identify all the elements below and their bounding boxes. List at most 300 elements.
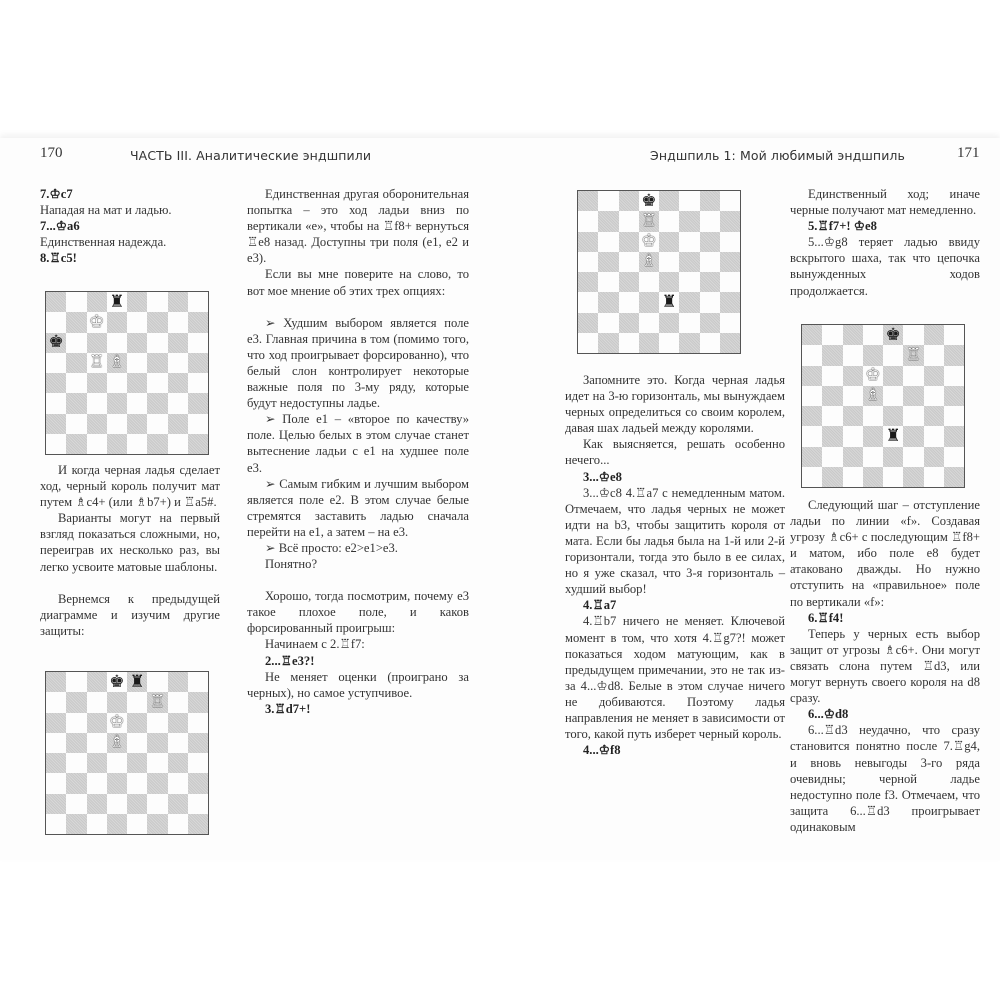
board-square-f5	[147, 353, 167, 373]
board-square-g7	[700, 211, 720, 231]
paragraph: И когда черная ладья сделает ход, черный король получит мат путем ♗c4+ (или ♗b7+) и ♖a5#.	[40, 463, 220, 510]
board-square-d5	[107, 353, 127, 373]
paragraph: Теперь у черных есть выбор защит от угрозы ♗c6+. Они могут связать слона путем ♖d3, или могут вернуть своего короля на d8 сразу.	[790, 626, 980, 706]
chess-move: 4.♖a7	[583, 598, 617, 613]
black-king-icon: ♚	[109, 671, 125, 692]
white-king-icon: ♔	[89, 311, 105, 332]
board-square-e6	[127, 713, 147, 733]
board-square-a6	[46, 713, 66, 733]
white-king-icon: ♔	[641, 231, 657, 252]
board-square-b6	[66, 713, 86, 733]
board-square-f5	[147, 733, 167, 753]
board-square-b2	[66, 794, 86, 814]
board-square-g3	[168, 773, 188, 793]
board-square-a3	[46, 393, 66, 413]
board-square-c4	[87, 373, 107, 393]
board-square-f2	[147, 414, 167, 434]
white-rook-icon: ♖	[89, 352, 105, 373]
paragraph: Единственный ход; иначе черные получают мат немедленно.	[790, 187, 980, 218]
board-square-h7	[188, 312, 208, 332]
board-square-e4	[659, 272, 679, 292]
board-square-c1	[87, 434, 107, 454]
board-square-c6	[87, 333, 107, 353]
board-square-f8	[679, 191, 699, 211]
black-rook-icon: ♜	[109, 291, 125, 312]
board-square-e6	[883, 366, 903, 386]
board-square-d8	[639, 191, 659, 211]
board-square-f3	[147, 393, 167, 413]
board-square-a1	[802, 467, 822, 487]
board-square-c6	[619, 232, 639, 252]
white-bishop-icon: ♗	[109, 732, 125, 753]
board-square-b5	[66, 353, 86, 373]
chess-move: 3.♖d7+!	[265, 701, 311, 716]
chess-move: 6...♔d8	[808, 707, 849, 722]
board-square-e3	[127, 773, 147, 793]
white-bishop-icon: ♗	[865, 385, 881, 406]
board-square-d7	[863, 345, 883, 365]
board-square-d2	[863, 447, 883, 467]
board-square-d2	[639, 313, 659, 333]
board-square-c1	[843, 467, 863, 487]
board-square-e7	[127, 312, 147, 332]
board-square-d5	[107, 733, 127, 753]
board-square-h2	[720, 313, 740, 333]
board-square-a8	[802, 325, 822, 345]
board-square-g5	[168, 733, 188, 753]
board-square-f8	[147, 672, 167, 692]
board-square-g6	[924, 366, 944, 386]
board-square-f8	[903, 325, 923, 345]
board-square-c6	[87, 713, 107, 733]
board-square-a8	[578, 191, 598, 211]
board-square-a1	[46, 814, 66, 834]
white-rook-icon: ♖	[149, 691, 165, 712]
board-square-a2	[46, 794, 66, 814]
paragraph: Следующий шаг – отступление ладьи по линии «f». Создавая угрозу ♗c6+ с последующим ♖f8+ и матом, ибо поле e8 будет атаковано дважды. Но нужно отступить на «правильное» поле по вертикали «f»:	[790, 498, 980, 609]
board-square-a8	[46, 672, 66, 692]
paragraph-spacer	[247, 299, 469, 315]
board-square-f3	[147, 773, 167, 793]
board-square-f3	[903, 426, 923, 446]
board-square-c2	[843, 447, 863, 467]
board-square-h7	[720, 211, 740, 231]
board-square-e3	[883, 426, 903, 446]
board-square-h8	[944, 325, 964, 345]
board-square-g3	[700, 292, 720, 312]
chess-diagram-4	[801, 324, 965, 488]
board-square-d2	[107, 794, 127, 814]
board-square-a3	[578, 292, 598, 312]
board-square-h2	[944, 447, 964, 467]
board-square-a2	[578, 313, 598, 333]
board-square-a4	[46, 373, 66, 393]
board-square-e4	[883, 406, 903, 426]
board-square-b1	[66, 434, 86, 454]
board-square-h4	[720, 272, 740, 292]
board-square-b3	[822, 426, 842, 446]
board-square-h3	[720, 292, 740, 312]
board-square-g5	[924, 386, 944, 406]
board-square-f1	[147, 814, 167, 834]
board-square-a7	[46, 692, 66, 712]
board-square-h5	[944, 386, 964, 406]
board-square-e8	[883, 325, 903, 345]
paragraph: Вернемся к предыдущей диаграмме и изучим другие защиты:	[40, 591, 220, 638]
black-rook-icon: ♜	[885, 425, 901, 446]
paragraph: Хорошо, тогда посмотрим, почему e3 такое плохое поле, и каков форсированный проигрыш:	[247, 589, 469, 636]
board-square-h1	[188, 434, 208, 454]
board-square-d6	[639, 232, 659, 252]
board-square-h5	[720, 252, 740, 272]
board-square-f7	[903, 345, 923, 365]
board-square-d5	[863, 386, 883, 406]
board-square-h4	[188, 373, 208, 393]
board-square-g2	[924, 447, 944, 467]
board-square-d4	[107, 373, 127, 393]
board-square-d1	[639, 333, 659, 353]
board-square-d7	[107, 692, 127, 712]
board-square-c5	[843, 386, 863, 406]
page-number-right: 171	[957, 145, 980, 161]
chess-move: 5.♖f7+! ♔e8	[808, 219, 877, 234]
board-square-d4	[863, 406, 883, 426]
board-square-c8	[843, 325, 863, 345]
running-head-left: ЧАСТЬ III. Аналитические эндшпили	[130, 148, 372, 163]
board-square-e5	[127, 353, 147, 373]
board-square-c7	[619, 211, 639, 231]
board-square-b3	[66, 773, 86, 793]
paragraph-spacer	[40, 575, 220, 591]
board-square-a5	[802, 386, 822, 406]
white-bishop-icon: ♗	[641, 251, 657, 272]
black-king-icon: ♚	[48, 332, 64, 353]
board-square-b6	[822, 366, 842, 386]
board-square-f2	[679, 313, 699, 333]
board-square-g4	[700, 272, 720, 292]
board-square-c4	[87, 753, 107, 773]
board-square-a1	[46, 434, 66, 454]
board-square-d6	[863, 366, 883, 386]
right-page-column-2-top	[790, 186, 980, 299]
board-square-e1	[127, 434, 147, 454]
board-square-g5	[700, 252, 720, 272]
board-square-c2	[87, 794, 107, 814]
chess-move: 2...♖e3?!	[265, 653, 315, 668]
board-square-f3	[679, 292, 699, 312]
board-square-e2	[883, 447, 903, 467]
board-square-e5	[127, 733, 147, 753]
board-square-g6	[700, 232, 720, 252]
paragraph: 4.♖b7 ничего не меняет. Ключевой момент в том, что хотя 4.♖g7?! может показаться ходом матующим, как в предыдущем примечании, это не так из-за 4...♔d8. Белые в этом случае ничего не добиваются. Поэтому ладья направления не меняет в зависимости от того, какой путь изберет черный король.	[565, 614, 785, 742]
board-square-d3	[639, 292, 659, 312]
board-square-c3	[843, 426, 863, 446]
board-square-b5	[66, 733, 86, 753]
white-king-icon: ♔	[865, 365, 881, 386]
board-square-b2	[822, 447, 842, 467]
board-square-h7	[188, 692, 208, 712]
board-square-g6	[168, 333, 188, 353]
board-square-d3	[107, 393, 127, 413]
board-square-g8	[168, 292, 188, 312]
board-square-c6	[843, 366, 863, 386]
board-square-f5	[903, 386, 923, 406]
right-page-column-2-bottom	[790, 497, 980, 835]
board-square-d3	[107, 773, 127, 793]
board-square-b4	[66, 753, 86, 773]
board-square-a7	[802, 345, 822, 365]
chess-move: 8.♖c5!	[40, 251, 77, 266]
paragraph: Не меняет оценки (проиграно за черных), но самое уступчивое.	[247, 669, 469, 700]
board-square-f6	[903, 366, 923, 386]
board-square-c8	[87, 292, 107, 312]
paragraph: Если вы мне поверите на слово, то вот мое мнение об этих трех опциях:	[247, 267, 469, 298]
bullet-item: ➢ Всё просто: e2>e1>e3.	[265, 540, 398, 555]
board-square-a4	[802, 406, 822, 426]
board-square-a5	[578, 252, 598, 272]
bullet-item: ➢ Худшим выбором является поле e3. Главная причина в том (помимо того, что ход проигрывает форсированно), что белый слон контролирует некоторые важные поля по 3-му ряду, которые будут недоступны ладье.	[247, 315, 469, 411]
board-square-f4	[903, 406, 923, 426]
board-square-g4	[168, 373, 188, 393]
board-square-c2	[87, 414, 107, 434]
board-square-b2	[66, 414, 86, 434]
board-square-a4	[578, 272, 598, 292]
board-square-g1	[168, 814, 188, 834]
black-rook-icon: ♜	[661, 291, 677, 312]
board-square-d5	[639, 252, 659, 272]
board-square-e1	[659, 333, 679, 353]
board-square-d1	[863, 467, 883, 487]
board-square-h8	[188, 292, 208, 312]
board-square-a6	[46, 333, 66, 353]
paragraph: 5...♔g8 теряет ладью ввиду вскрытого шаха, так что цепочка вынужденных ходов продолжается.	[790, 235, 980, 298]
board-square-a2	[46, 414, 66, 434]
board-square-c8	[87, 672, 107, 692]
paragraph: Единственная другая оборонительная попытка – это ход ладьи вниз по вертикали «e», чтобы на ♖f8+ вернуться ♖e8 назад. Доступны три поля (e1, e2 и e3).	[247, 187, 469, 266]
board-square-h6	[944, 366, 964, 386]
board-square-b7	[598, 211, 618, 231]
board-square-f7	[147, 692, 167, 712]
paragraph: 3...♔c8 4.♖a7 с немедленным матом. Отмечаем, что ладья черных не может идти на b3, чтобы защитить короля от мата. Если бы ладья была на 1-й или 2-й горизонтали, тогда это было в ее силах, но я уже сказал, что 3-я горизонталь – худший выбор!	[565, 485, 785, 597]
board-square-b6	[598, 232, 618, 252]
board-square-e5	[659, 252, 679, 272]
board-square-e7	[883, 345, 903, 365]
paragraph: Понятно?	[265, 557, 318, 572]
board-square-d3	[863, 426, 883, 446]
chess-diagram-3	[577, 190, 741, 354]
board-square-a3	[46, 773, 66, 793]
board-square-e6	[659, 232, 679, 252]
board-square-c3	[87, 393, 107, 413]
paragraph: Начинаем с 2.♖f7:	[265, 637, 365, 652]
board-square-c7	[87, 692, 107, 712]
board-square-h1	[944, 467, 964, 487]
board-square-h2	[188, 794, 208, 814]
board-square-h3	[944, 426, 964, 446]
chess-move: 6.♖f4!	[808, 610, 844, 625]
board-square-b3	[598, 292, 618, 312]
board-square-e6	[127, 333, 147, 353]
board-square-e8	[127, 292, 147, 312]
board-square-a3	[802, 426, 822, 446]
board-square-d7	[639, 211, 659, 231]
paragraph: 6...♖d3 неудачно, что сразу становится понятно после 7.♖g4, и вновь невыгоды 3-го ряда очевидны; черной ладье недоступно поле f3. Отмечаем, что защита 6...♖d3 проигрывает одинаковым	[790, 723, 980, 834]
right-page-column-1	[565, 372, 785, 758]
board-square-f6	[147, 713, 167, 733]
board-square-c1	[619, 333, 639, 353]
white-king-icon: ♔	[109, 712, 125, 733]
board-square-g4	[924, 406, 944, 426]
white-bishop-icon: ♗	[109, 352, 125, 373]
chess-move: 3...♔e8	[583, 469, 622, 484]
board-square-a7	[46, 312, 66, 332]
board-square-a5	[46, 733, 66, 753]
board-square-d4	[639, 272, 659, 292]
board-square-e7	[127, 692, 147, 712]
board-square-c5	[87, 733, 107, 753]
board-square-h6	[188, 713, 208, 733]
board-square-b4	[598, 272, 618, 292]
board-square-h3	[188, 393, 208, 413]
paragraph: Как выясняется, решать особенно нечего...	[565, 437, 785, 468]
black-rook-icon: ♜	[129, 671, 145, 692]
bullet-item: ➢ Самым гибким и лучшим выбором является поле e2. В этом случае белые стремятся заставить ладью сначала перейти на e1, а затем – на e3.	[247, 476, 469, 539]
annotation-text: Нападая на мат и ладью.	[40, 203, 172, 218]
board-square-e1	[883, 467, 903, 487]
board-square-f6	[679, 232, 699, 252]
board-square-d2	[107, 414, 127, 434]
board-square-g8	[168, 672, 188, 692]
board-square-h3	[188, 773, 208, 793]
board-square-h6	[720, 232, 740, 252]
board-square-a7	[578, 211, 598, 231]
board-square-b4	[66, 373, 86, 393]
board-square-b7	[822, 345, 842, 365]
board-square-h5	[188, 353, 208, 373]
board-square-d6	[107, 333, 127, 353]
board-square-h4	[188, 753, 208, 773]
board-square-c1	[87, 814, 107, 834]
board-square-g6	[168, 713, 188, 733]
board-square-e2	[127, 414, 147, 434]
board-square-c4	[843, 406, 863, 426]
board-square-h4	[944, 406, 964, 426]
board-square-b8	[66, 292, 86, 312]
bullet-item: ➢ Поле e1 – «второе по качеству» поле. Целью белых в этом случае станет вытеснение ладьи с e1 на худшее поле e3.	[247, 412, 469, 475]
board-square-f6	[147, 333, 167, 353]
board-square-b7	[66, 312, 86, 332]
board-square-g2	[700, 313, 720, 333]
board-square-g7	[168, 312, 188, 332]
board-square-f1	[903, 467, 923, 487]
board-square-a6	[578, 232, 598, 252]
board-square-e2	[659, 313, 679, 333]
board-square-h2	[188, 414, 208, 434]
chess-diagram-1	[45, 291, 209, 455]
board-square-e1	[127, 814, 147, 834]
board-square-e7	[659, 211, 679, 231]
board-square-g8	[924, 325, 944, 345]
page-number-left: 170	[40, 145, 63, 161]
board-square-d1	[107, 814, 127, 834]
black-king-icon: ♚	[885, 324, 901, 345]
board-square-e3	[127, 393, 147, 413]
board-square-c5	[87, 353, 107, 373]
board-square-d7	[107, 312, 127, 332]
board-square-g3	[924, 426, 944, 446]
board-square-b3	[66, 393, 86, 413]
left-page-column-2	[247, 186, 469, 717]
board-square-e4	[127, 373, 147, 393]
left-page-column-1-top	[40, 186, 220, 266]
board-square-c3	[87, 773, 107, 793]
white-rook-icon: ♖	[905, 344, 921, 365]
board-square-f2	[147, 794, 167, 814]
board-square-g1	[168, 434, 188, 454]
board-square-f4	[147, 373, 167, 393]
annotation-text: Единственная надежда.	[40, 235, 167, 250]
board-square-h5	[188, 733, 208, 753]
board-square-d8	[107, 672, 127, 692]
board-square-g4	[168, 753, 188, 773]
board-square-f4	[679, 272, 699, 292]
board-square-a5	[46, 353, 66, 373]
board-square-f1	[679, 333, 699, 353]
board-square-g7	[168, 692, 188, 712]
chess-move: 4...♔f8	[583, 743, 621, 758]
board-square-b4	[822, 406, 842, 426]
board-square-h8	[188, 672, 208, 692]
board-square-b8	[66, 672, 86, 692]
board-square-a2	[802, 447, 822, 467]
board-square-c7	[843, 345, 863, 365]
board-square-f1	[147, 434, 167, 454]
board-square-c5	[619, 252, 639, 272]
chess-move: 7...♔a6	[40, 219, 80, 234]
board-square-e8	[127, 672, 147, 692]
board-square-d8	[107, 292, 127, 312]
paragraph-spacer	[247, 572, 469, 588]
board-square-c8	[619, 191, 639, 211]
board-square-a4	[46, 753, 66, 773]
board-square-e4	[127, 753, 147, 773]
board-square-e2	[127, 794, 147, 814]
board-square-h1	[188, 814, 208, 834]
board-square-d4	[107, 753, 127, 773]
board-square-g2	[168, 414, 188, 434]
board-square-a8	[46, 292, 66, 312]
board-square-d1	[107, 434, 127, 454]
board-square-b2	[598, 313, 618, 333]
board-square-c3	[619, 292, 639, 312]
board-square-f2	[903, 447, 923, 467]
board-square-b7	[66, 692, 86, 712]
board-square-c7	[87, 312, 107, 332]
board-square-f5	[679, 252, 699, 272]
board-square-g8	[700, 191, 720, 211]
board-square-c2	[619, 313, 639, 333]
board-square-b8	[598, 191, 618, 211]
white-rook-icon: ♖	[641, 210, 657, 231]
board-square-f4	[147, 753, 167, 773]
board-square-h7	[944, 345, 964, 365]
board-square-f7	[679, 211, 699, 231]
board-square-g1	[700, 333, 720, 353]
board-square-g7	[924, 345, 944, 365]
paragraph: Варианты могут на первый взгляд показаться сложными, но, переиграв их несколько раз, вы легко усвоите матовые шаблоны.	[40, 511, 220, 574]
board-square-b8	[822, 325, 842, 345]
board-square-h6	[188, 333, 208, 353]
